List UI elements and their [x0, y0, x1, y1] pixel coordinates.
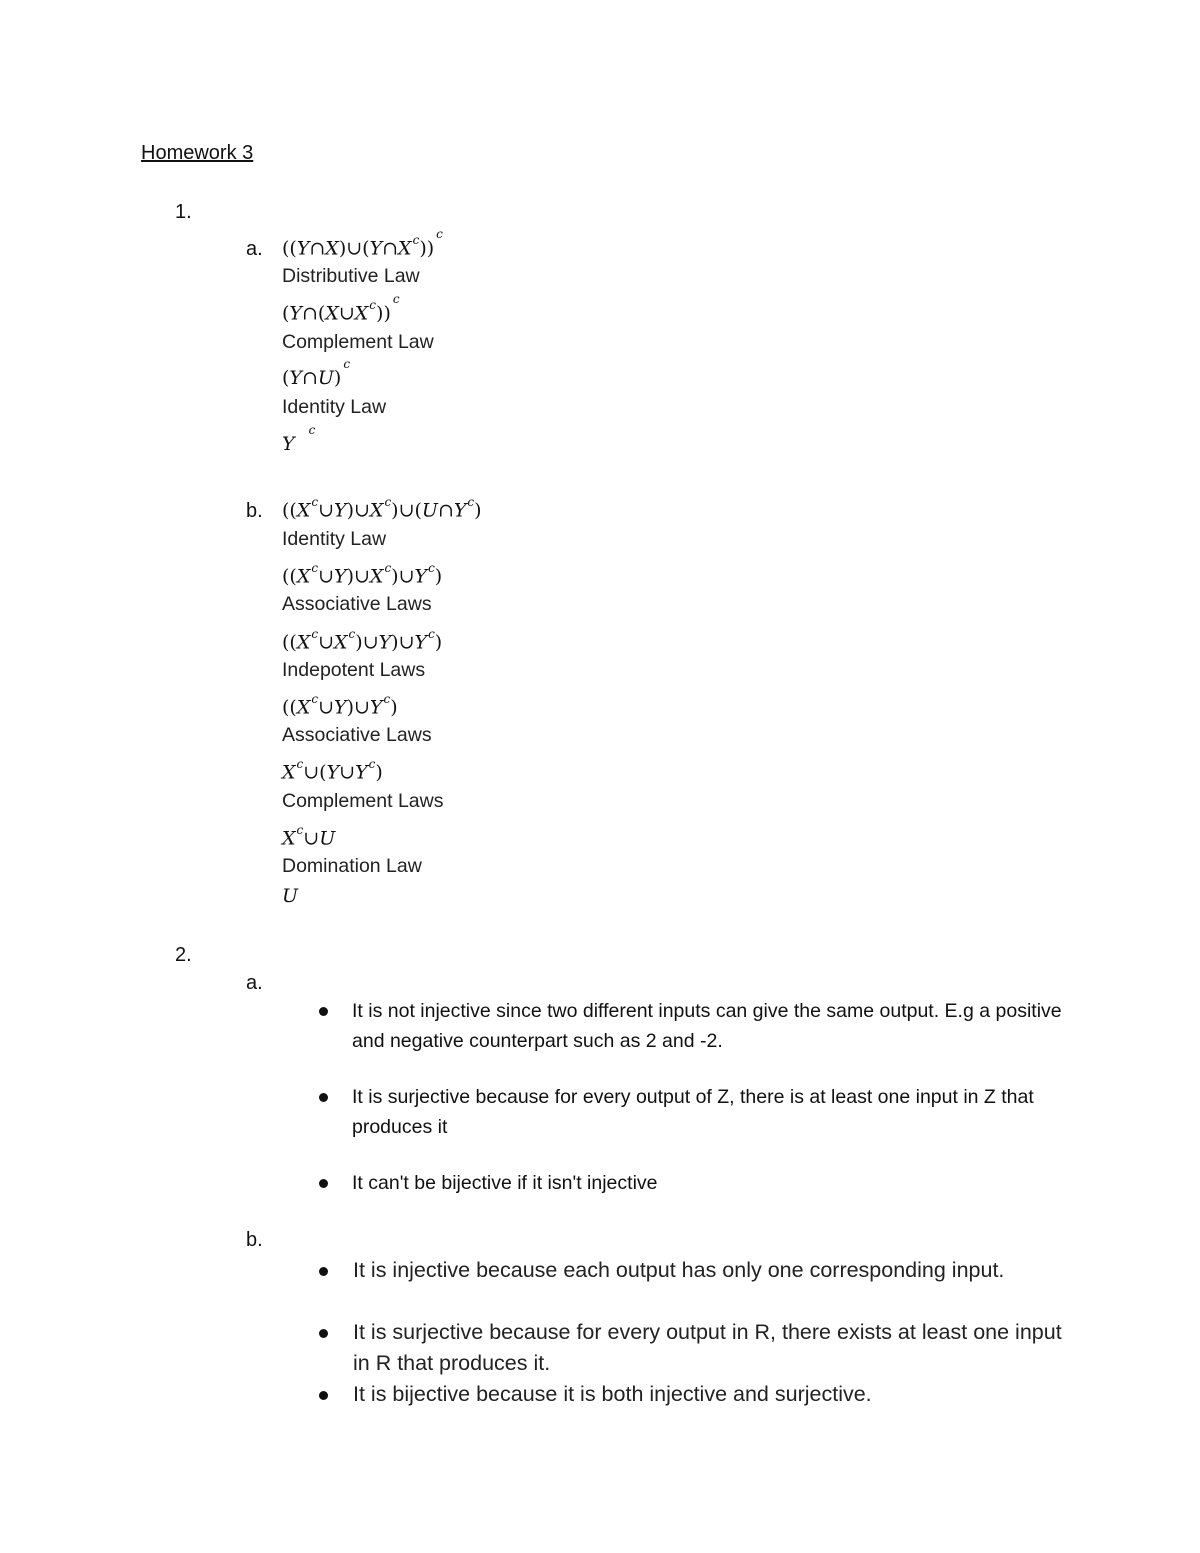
q1a-expr0: $((Y\cap X)\cup(Y\cap X^c))^c$ — [282, 227, 443, 260]
bullet-icon — [319, 1093, 328, 1102]
q1b-expr3: $((X^c\cup Y)\cup Y^c)$ — [282, 692, 398, 719]
q1b-law-3: Indepotent Laws — [282, 659, 426, 681]
bullet-icon — [319, 1267, 328, 1276]
bullet-icon — [319, 1391, 328, 1400]
q1b-law-2: Associative Laws — [282, 593, 432, 615]
q2a-bullet-2: It is surjective because for every output of Z, there is at least one input in Z that produces it — [352, 1086, 1034, 1138]
q1b-expr0: $((X^c\cup Y)\cup X^c)\cup(U\cap Y^c)$ — [282, 495, 482, 522]
q1b-law-5: Complement Laws — [282, 790, 444, 812]
q1b-expr5: $X^c\cup U$ — [282, 823, 336, 850]
q1b-expr2: $((X^c\cup X^c)\cup Y)\cup Y^c$) — [282, 627, 443, 654]
q2b-label: b. — [246, 1229, 263, 1251]
q1b-law-1: Identity Law — [282, 528, 387, 550]
page-title: Homework 3 — [141, 142, 254, 164]
q1b-expr4: $X^c\cup(Y\cup Y^c)$ — [282, 757, 383, 784]
q1b-expr6: U — [282, 885, 299, 907]
q2b-bullet-3: It is bijective because it is both injective and surjective. — [353, 1382, 872, 1406]
bullet-icon — [319, 1329, 328, 1338]
question-1-number: 1. — [175, 201, 192, 223]
q1a-law-1: Distributive Law — [282, 265, 420, 287]
q1b-label: b. — [246, 500, 263, 522]
q1b-law-4: Associative Laws — [282, 724, 432, 746]
q1a-law-3: Identity Law — [282, 396, 387, 418]
q2b-bullet-2: It is surjective because for every output in R, there exists at least one input in R that produces it. — [353, 1320, 1062, 1375]
q2b-bullet-1: It is injective because each output has only one corresponding input. — [353, 1258, 1005, 1282]
bullet-icon — [319, 1007, 328, 1016]
bullet-icon — [319, 1179, 328, 1188]
q1b-expr1: $((X^c\cup Y)\cup X^c)\cup Y^c$) — [282, 561, 443, 588]
q2a-bullet-3: It can't be bijective if it isn't injective — [352, 1172, 658, 1194]
q1a-expr2: (Y∩U)$^c$ — [282, 357, 351, 389]
q1a-expr1: $(Y\cap(X\cup X^c))^c$ — [282, 292, 400, 325]
q1a-label: a. — [246, 238, 263, 260]
q2a-bullet-1: It is not injective since two different inputs can give the same output. E.g a positive and negative counterpart such as 2 and -2. — [352, 1000, 1062, 1052]
question-2-number: 2. — [175, 944, 192, 966]
q1b-law-6: Domination Law — [282, 855, 422, 877]
q1a-expr3: Y $^c$ — [282, 423, 316, 455]
q2a-label: a. — [246, 972, 263, 994]
q1a-law-2: Complement Law — [282, 331, 434, 353]
